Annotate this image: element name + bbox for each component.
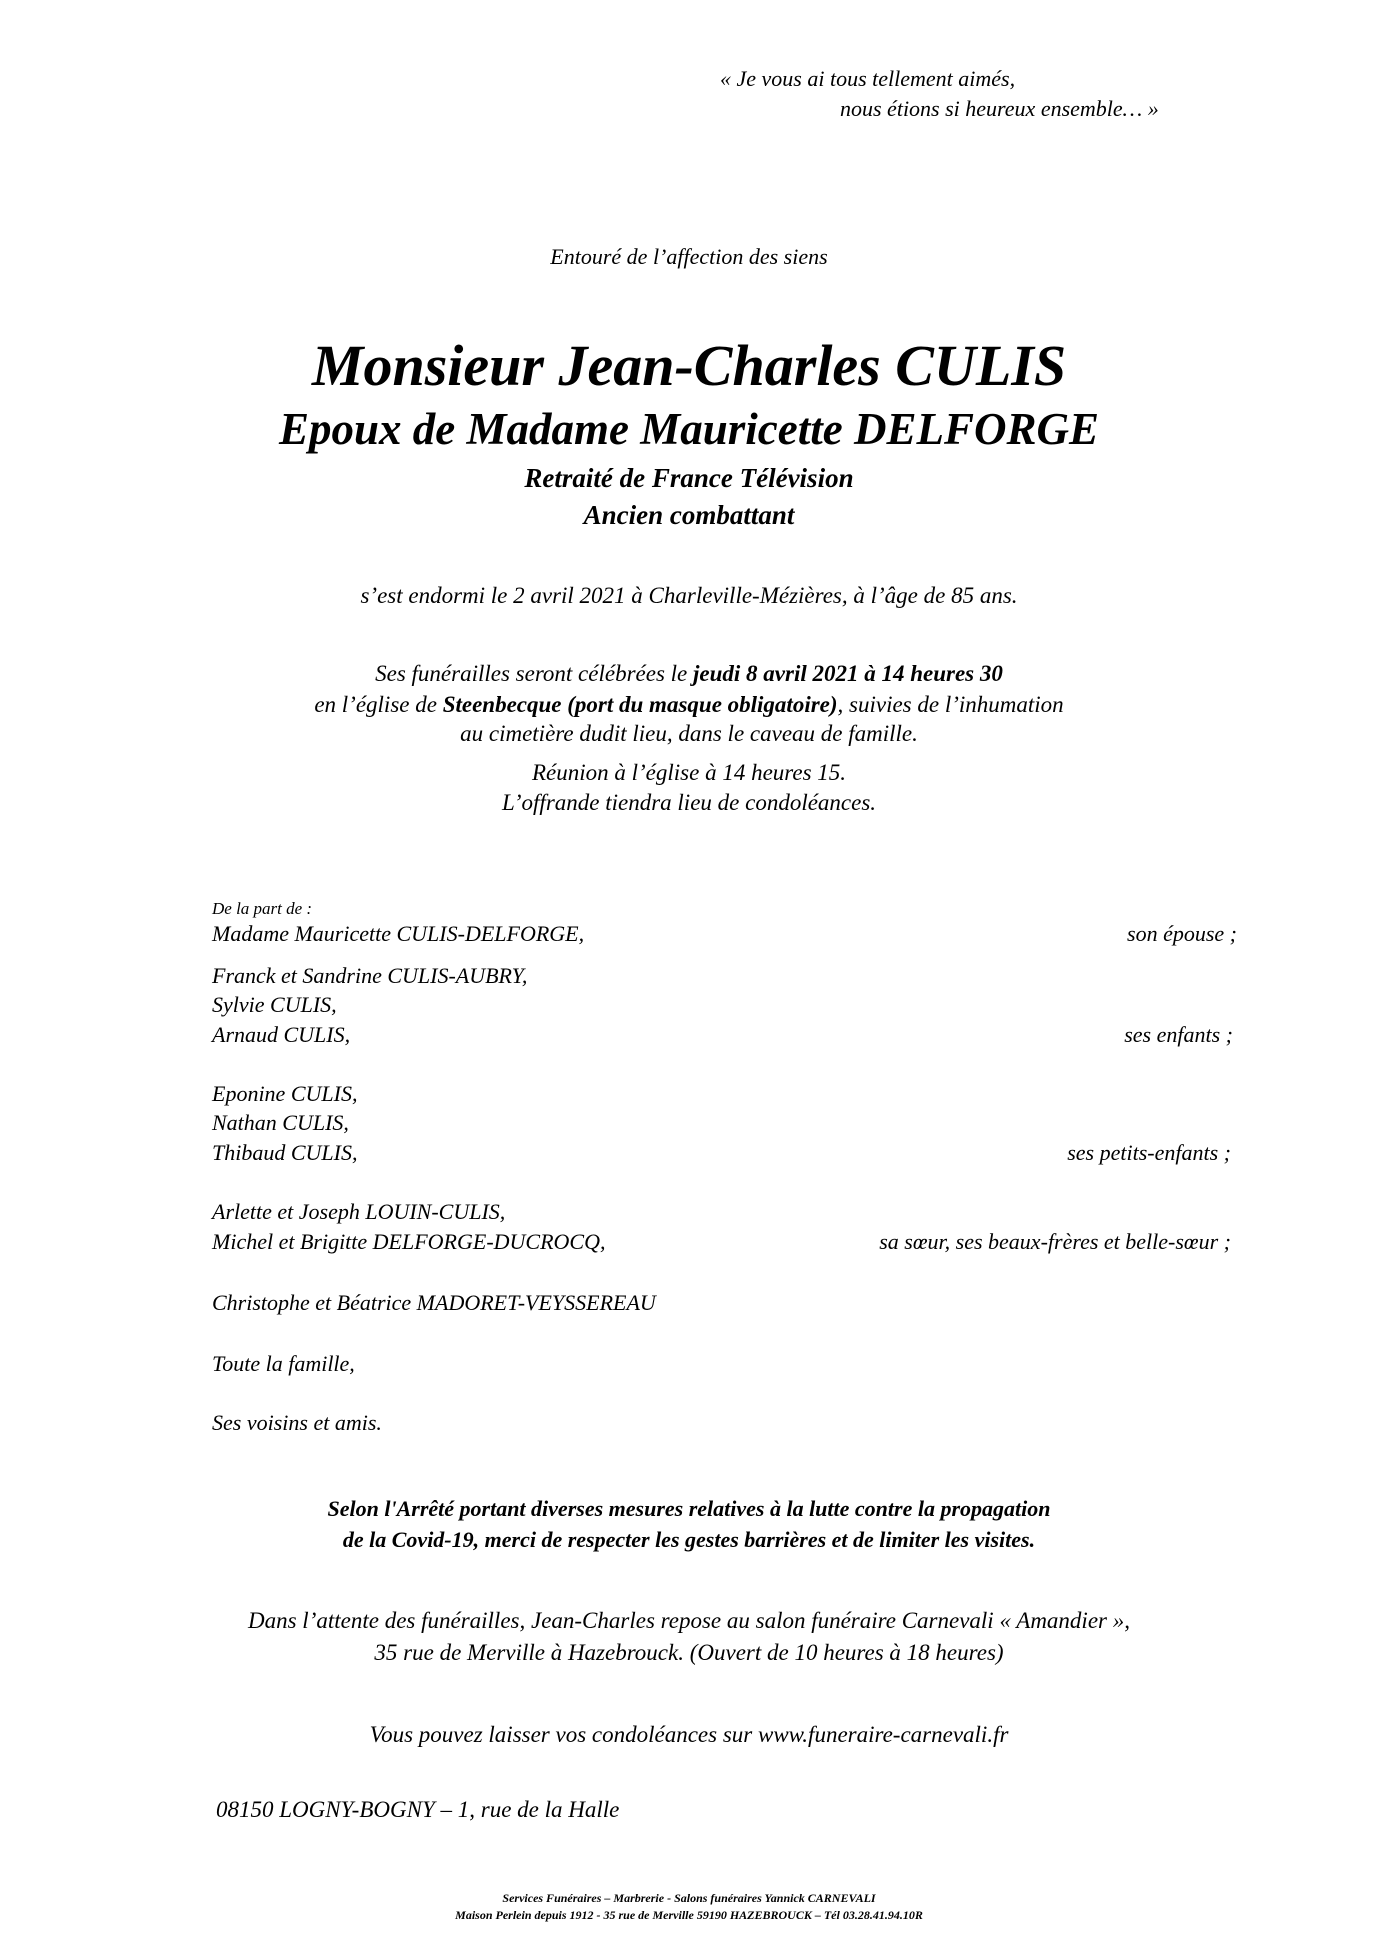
family-name: Arlette et Joseph LOUIN-CULIS, <box>212 1199 506 1224</box>
family-relation: sa sœur, ses beaux-frères et belle-sœur ; <box>879 1229 1231 1254</box>
family-row <box>212 963 1237 989</box>
family-row <box>212 1199 1237 1225</box>
family-relation: ses petits-enfants ; <box>1067 1140 1231 1165</box>
family-row <box>212 1290 1237 1316</box>
funeral-line-2: en l’église de Steenbecque (port du masque obligatoire), suivies de l’inhumation <box>314 692 1064 717</box>
spouse-line: Epoux de Madame Mauricette DELFORGE <box>278 404 1100 454</box>
family-name: Thibaud CULIS, <box>212 1140 358 1165</box>
rest-notice-line-2: 35 rue de Merville à Hazebrouck. (Ouvert de 10 heures à 18 heures) <box>374 1640 1004 1665</box>
funeral-line-3: au cimetière dudit lieu, dans le caveau de famille. <box>460 721 918 746</box>
family-name: Madame Mauricette CULIS-DELFORGE, <box>212 921 585 946</box>
family-label: De la part de : <box>212 899 313 918</box>
funeral-line-1: Ses funérailles seront célébrées le jeudi 8 avril 2021 à 14 heures 30 <box>375 661 1003 686</box>
family-relation: son épouse ; <box>1127 921 1237 946</box>
family-name: Arnaud CULIS, <box>212 1022 351 1047</box>
covid-notice-line-2: de la Covid-19, merci de respecter les gestes barrières et de limiter les visites. <box>342 1527 1036 1552</box>
family-row-spouse <box>212 921 1237 947</box>
deceased-name: Monsieur Jean-Charles CULIS <box>311 333 1067 398</box>
family-name: Franck et Sandrine CULIS-AUBRY, <box>212 963 528 988</box>
death-notice: s’est endormi le 2 avril 2021 à Charleville-Mézières, à l’âge de 85 ans. <box>360 583 1018 608</box>
condolences-text: Vous pouvez laisser vos condoléances sur www.funeraire-carnevali.fr <box>369 1722 1009 1747</box>
family-row <box>212 1081 1237 1107</box>
family-row <box>212 1229 1237 1255</box>
meeting-text: Réunion à l’église à 14 heures 15. <box>531 760 847 785</box>
footer-line-2: Maison Perlein depuis 1912 - 35 rue de Merville 59190 HAZEBROUCK – Tél 03.28.41.94.10R <box>455 1908 923 1922</box>
family-name: Ses voisins et amis. <box>212 1410 382 1435</box>
footer-line-1: Services Funéraires – Marbrerie - Salons funéraires Yannick CARNEVALI <box>502 1891 876 1905</box>
family-name: Michel et Brigitte DELFORGE-DUCROCQ, <box>212 1229 606 1254</box>
title-line-2: Ancien combattant <box>583 500 795 530</box>
family-row <box>212 1140 1237 1166</box>
covid-notice-line-1: Selon l'Arrêté portant diverses mesures relatives à la lutte contre la propagation <box>327 1496 1051 1521</box>
family-row <box>212 1110 1237 1136</box>
title-line-1: Retraité de France Télévision <box>524 463 854 493</box>
intro-text: Entouré de l’affection des siens <box>550 244 828 269</box>
family-address: 08150 LOGNY-BOGNY – 1, rue de la Halle <box>216 1797 620 1822</box>
family-name: Christophe et Béatrice MADORET-VEYSSEREAU <box>212 1290 656 1315</box>
family-row <box>212 992 1237 1018</box>
family-row <box>212 1351 1237 1377</box>
family-row <box>212 1410 1237 1436</box>
family-name: Toute la famille, <box>212 1351 355 1376</box>
family-name: Eponine CULIS, <box>212 1081 358 1106</box>
rest-notice-line-1: Dans l’attente des funérailles, Jean-Charles repose au salon funéraire Carnevali « Amandier », <box>248 1608 1130 1633</box>
family-name: Nathan CULIS, <box>212 1110 349 1135</box>
quote-line-1: « Je vous ai tous tellement aimés, <box>720 66 1016 91</box>
family-relation: ses enfants ; <box>1124 1022 1233 1047</box>
family-name: Sylvie CULIS, <box>212 992 337 1017</box>
offering-text: L’offrande tiendra lieu de condoléances. <box>501 790 877 815</box>
family-row <box>212 1022 1237 1048</box>
quote-line-2: nous étions si heureux ensemble… » <box>840 96 1159 121</box>
